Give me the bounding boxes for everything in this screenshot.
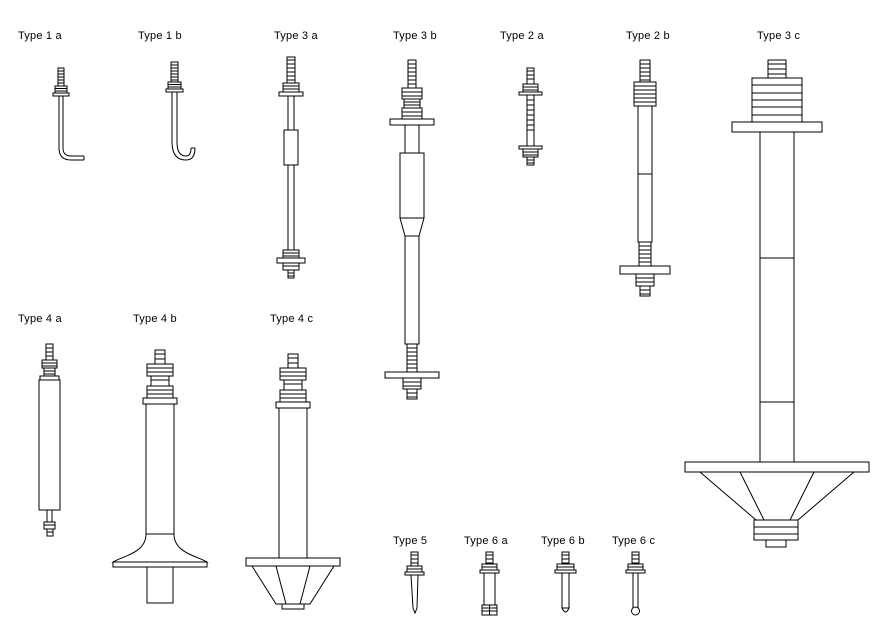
part-type-6a: [472, 550, 508, 620]
part-type-5: [398, 550, 434, 620]
part-type-4c: [238, 352, 348, 617]
label-type-6a: Type 6 a: [464, 535, 508, 547]
label-type-1a: Type 1 a: [18, 30, 62, 42]
label-type-2a: Type 2 a: [500, 30, 544, 42]
part-type-2a: [508, 66, 558, 176]
part-type-3a: [265, 55, 325, 285]
label-type-3b: Type 3 b: [393, 30, 437, 42]
label-type-4b: Type 4 b: [133, 313, 177, 325]
label-type-5: Type 5: [393, 535, 428, 547]
part-type-4b: [105, 348, 215, 613]
label-type-2b: Type 2 b: [626, 30, 670, 42]
label-type-6b: Type 6 b: [541, 535, 585, 547]
part-type-1a: [40, 66, 100, 181]
part-type-2b: [612, 58, 682, 308]
label-type-4a: Type 4 a: [18, 313, 62, 325]
part-type-3c: [680, 58, 870, 548]
part-type-3b: [375, 58, 455, 418]
label-type-6c: Type 6 c: [612, 535, 656, 547]
part-type-6c: [618, 550, 654, 620]
label-type-3a: Type 3 a: [274, 30, 318, 42]
label-type-3c: Type 3 c: [757, 30, 801, 42]
label-type-1b: Type 1 b: [138, 30, 182, 42]
part-type-6b: [548, 550, 584, 620]
part-type-4a: [26, 342, 86, 542]
label-type-4c: Type 4 c: [270, 313, 314, 325]
part-type-1b: [155, 60, 215, 180]
